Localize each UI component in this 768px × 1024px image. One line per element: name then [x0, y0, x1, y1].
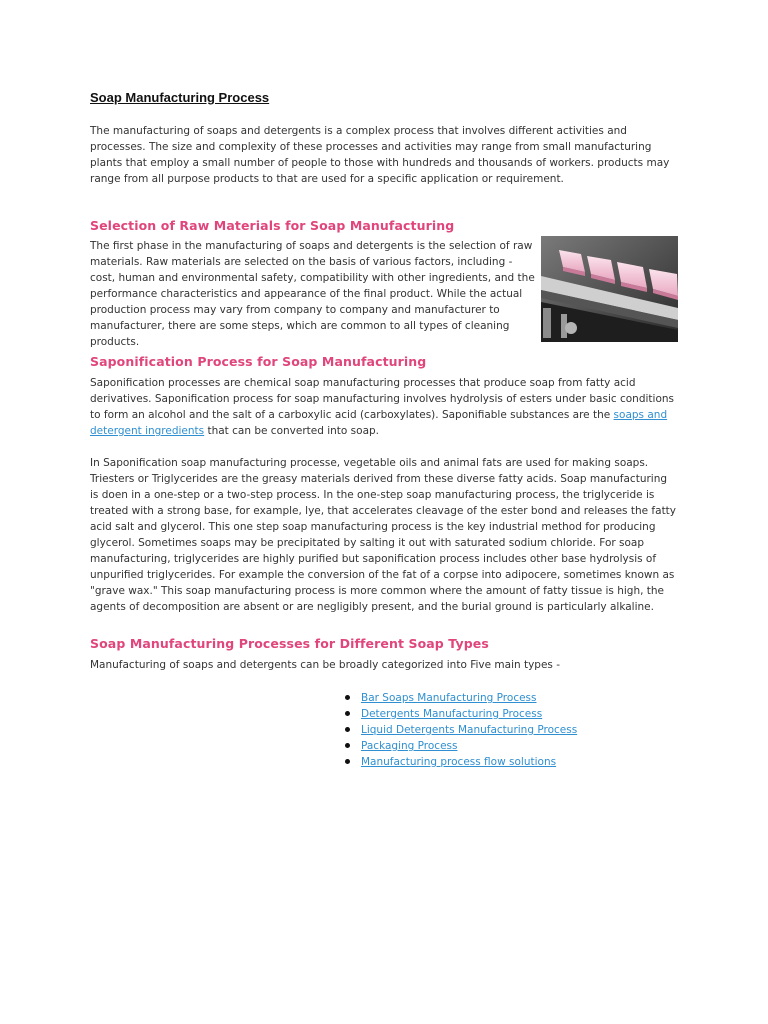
- list-item: [343, 690, 577, 706]
- process-flow-solutions-link[interactable]: Manufacturing process flow solutions: [361, 756, 557, 768]
- soap-production-line-image: [541, 236, 678, 342]
- saponification-text-before-link: Saponification processes are chemical soap manufacturing processes that produce soap from fatty acid derivatives. Saponification process for soap manufacturing involves hydrolysis of esters under basic conditions to form an alcohol and the salt of a carboxylic acid (carboxylates). Saponifiable substances are the: [90, 377, 675, 421]
- list-item: [343, 706, 577, 722]
- intro-paragraph: The manufacturing of soaps and detergents is a complex process that involves different activities and processes. The size and complexity of these processes and activities may range from small manufacturing plants that employ a small number of people to those with hundreds and thousands of workers. products may range from all purpose products to that are used for a specific application or requirement.: [90, 125, 670, 185]
- liquid-detergents-process-link[interactable]: Liquid Detergents Manufacturing Process: [361, 724, 578, 736]
- saponification-detail-paragraph: In Saponification soap manufacturing processe, vegetable oils and animal fats are used for making soaps. Triesters or Triglycerides are the greasy materials derived from these diverse fatty acids. Soap manufacturing is doen in a one-step or a two-step process. In the one-step soap manufacturing process, the triglyceride is treated with a strong base, for example, lye, that accelerates cleavage of the ester bond and releases the fatty acid salt and glycerol. This one step soap manufacturing process is the key industrial method for producing glycerol. Sometimes soaps may be precipitated by salting it out with saturated sodium chloride. For soap manufacturing, triglycerides are highly purified but saponification process includes other base hydrolysis of unpurified triglycerides. For example the conversion of the fat of a corpse into adipocere, sometimes known as "grave wax." This soap manufacturing process is more common where the amount of fatty tissue is high, the agents of decomposition are absent or are negligibly present, and the burial ground is particularly alkaline.: [90, 457, 677, 613]
- packaging-process-link[interactable]: Packaging Process: [361, 740, 458, 752]
- soap-conveyor-illustration: [541, 236, 678, 342]
- saponification-paragraph: [90, 375, 678, 439]
- section-heading-soap-types: Soap Manufacturing Processes for Different Soap Types: [90, 636, 489, 651]
- process-links-list: [343, 690, 577, 770]
- list-item: [343, 738, 577, 754]
- page-title: Soap Manufacturing Process: [90, 90, 270, 105]
- soaps-and-detergent-ingredients-link[interactable]: soaps and detergent ingredients: [90, 409, 668, 437]
- section-heading-saponification: Saponification Process for Soap Manufacturing: [90, 354, 427, 369]
- section-heading-raw-materials: Selection of Raw Materials for Soap Manufacturing: [90, 218, 455, 233]
- raw-materials-paragraph: The first phase in the manufacturing of soaps and detergents is the selection of raw materials. Raw materials are selected on the basis of various factors, including - cost, human and environmental safety, compatibility with other ingredients, and the performance characteristics and appearance of the final product. While the actual production process may vary from company to company and manufacturer to manufacturer, there are some steps, which are common to all types of cleaning products.: [90, 240, 535, 348]
- bar-soaps-process-link[interactable]: Bar Soaps Manufacturing Process: [361, 692, 537, 704]
- saponification-text-after-link: that can be converted into soap.: [204, 425, 380, 437]
- list-item: [343, 722, 577, 738]
- detergents-process-link[interactable]: Detergents Manufacturing Process: [361, 708, 543, 720]
- list-item: [343, 754, 577, 770]
- soap-types-paragraph: Manufacturing of soaps and detergents can be broadly categorized into Five main types -: [90, 659, 561, 671]
